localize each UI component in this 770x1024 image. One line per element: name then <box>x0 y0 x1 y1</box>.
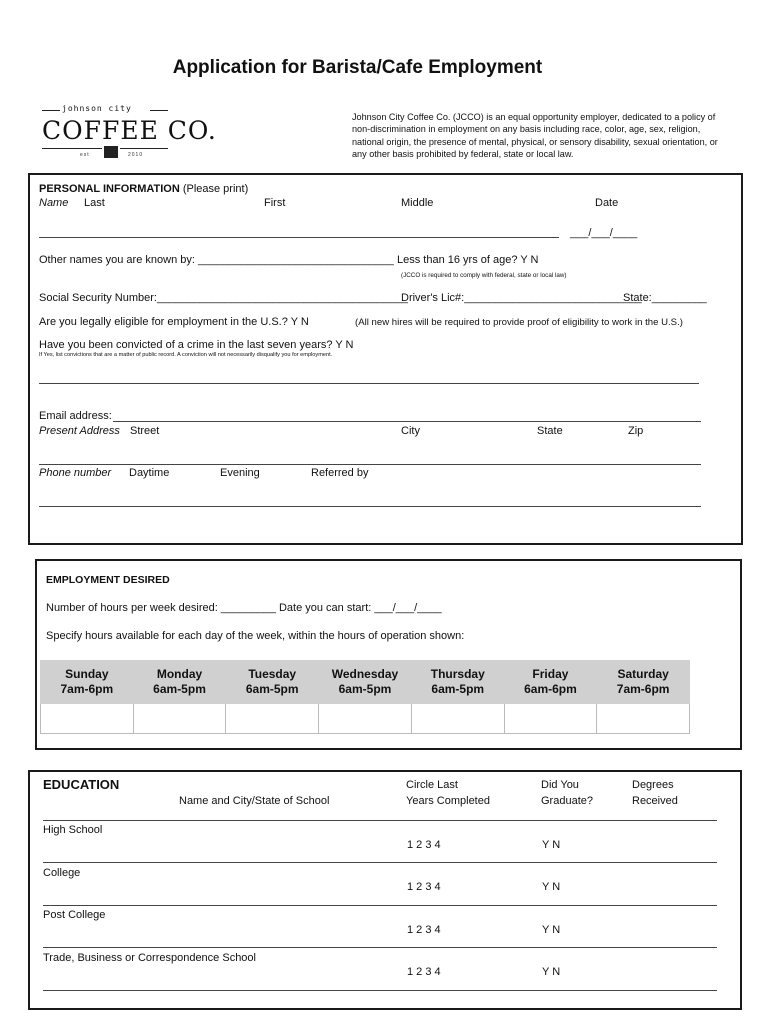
availability-cell-saturday[interactable] <box>597 704 690 734</box>
years-column-header-1: Circle Last <box>406 779 458 791</box>
availability-cell-friday[interactable] <box>504 704 597 734</box>
graduated-selector[interactable]: Y N <box>542 881 561 893</box>
email-input-line[interactable] <box>113 421 701 422</box>
name-input-line[interactable] <box>39 237 559 238</box>
daytime-label: Daytime <box>129 467 170 479</box>
under-16-question[interactable]: Less than 16 yrs of age? Y N <box>397 254 539 266</box>
page-title: Application for Barista/Cafe Employment <box>172 57 543 78</box>
referred-by-label: Referred by <box>311 467 369 479</box>
logo-rule <box>150 110 168 111</box>
middle-name-label: Middle <box>401 197 434 209</box>
graduated-selector[interactable]: Y N <box>542 839 561 851</box>
graduated-selector[interactable]: Y N <box>542 924 561 936</box>
eligibility-note: (All new hires will be required to provide proof of eligibility to work in the U.S.) <box>355 317 683 328</box>
day-header-thursday: Thursday 6am-5pm <box>411 661 504 704</box>
personal-heading-text: PERSONAL INFORMATION <box>39 183 180 195</box>
hours-and-start-date-field[interactable]: Number of hours per week desired: _________ Date you can start: ___/___/____ <box>46 602 442 614</box>
education-row-label-trade-school: Trade, Business or Correspondence School <box>43 952 256 964</box>
personal-heading <box>39 183 248 195</box>
availability-cell-thursday[interactable] <box>411 704 504 734</box>
day-header-tuesday: Tuesday 6am-5pm <box>226 661 319 704</box>
education-row-label-high-school: High School <box>43 824 103 836</box>
ssn-field[interactable]: Social Security Number:_________________________________________ <box>39 292 408 304</box>
graduate-column-header-2: Graduate? <box>541 795 593 807</box>
row-divider <box>43 820 717 821</box>
conviction-note: If Yes, list convictions that are a matter of public record. A conviction will not necessarily disqualify you for employment. <box>39 352 333 358</box>
availability-table <box>40 660 690 734</box>
availability-cell-wednesday[interactable] <box>319 704 412 734</box>
years-completed-selector[interactable]: 1 2 3 4 <box>407 881 441 893</box>
address-input-line[interactable] <box>39 464 701 465</box>
availability-cell-sunday[interactable] <box>41 704 134 734</box>
phone-input-line[interactable] <box>39 506 701 507</box>
date-label: Date <box>595 197 619 209</box>
education-row-label-post-college: Post College <box>43 909 106 921</box>
availability-cell-tuesday[interactable] <box>226 704 319 734</box>
other-names-field[interactable]: Other names you are known by: ________________________________ <box>39 254 394 266</box>
coffee-mug-icon <box>104 146 118 158</box>
eeo-disclaimer: Johnson City Coffee Co. (JCCO) is an equal opportunity employer, dedicated to a policy of non-discrimination in employment on any basis including race, color, age, sex, religion, national origin, the presence of mental, physical, or sensory disability, sexual orientation, or any other basis prohibited by federal, state or local law. <box>352 112 718 160</box>
logo-main-text: COFFEE CO. <box>42 116 217 145</box>
years-column-header-2: Years Completed <box>406 795 490 807</box>
please-print-note: (Please print) <box>182 183 249 195</box>
day-header-saturday: Saturday 7am-6pm <box>597 661 690 704</box>
evening-label: Evening <box>220 467 260 479</box>
phone-label: Phone number <box>39 467 112 479</box>
date-input[interactable]: ___/___/____ <box>570 227 638 239</box>
present-address-label: Present Address <box>39 425 120 437</box>
day-header-wednesday: Wednesday 6am-5pm <box>319 661 412 704</box>
years-completed-selector[interactable]: 1 2 3 4 <box>407 839 441 851</box>
eligibility-question[interactable]: Are you legally eligible for employment in the U.S.? Y N <box>39 316 309 328</box>
degrees-column-header-1: Degrees <box>632 779 674 791</box>
availability-instructions: Specify hours available for each day of the week, within the hours of operation shown: <box>46 630 465 642</box>
logo-rule <box>42 110 60 111</box>
license-state-field[interactable]: State:_________ <box>623 292 707 304</box>
school-column-header: Name and City/State of School <box>179 795 330 807</box>
row-divider <box>43 947 717 948</box>
day-header-sunday: Sunday 7am-6pm <box>41 661 134 704</box>
state-label: State <box>537 425 563 437</box>
email-label: Email address: <box>39 410 112 422</box>
day-header-friday: Friday 6am-6pm <box>504 661 597 704</box>
day-header-monday: Monday 6am-5pm <box>133 661 226 704</box>
logo-year: 2010 <box>128 152 144 158</box>
name-label: Name <box>39 197 69 209</box>
conviction-question[interactable]: Have you been convicted of a crime in the last seven years? Y N <box>39 339 354 351</box>
education-heading: EDUCATION <box>43 777 120 792</box>
city-label: City <box>401 425 420 437</box>
jcco-compliance-note: (JCCO is required to comply with federal, state or local law) <box>401 272 567 279</box>
degrees-column-header-2: Received <box>632 795 678 807</box>
row-divider <box>43 990 717 991</box>
drivers-license-field[interactable]: Driver's Lic#:_____________________________ <box>401 292 642 304</box>
first-name-label: First <box>264 197 286 209</box>
street-label: Street <box>130 425 160 437</box>
availability-cell-monday[interactable] <box>133 704 226 734</box>
logo-top-text: johnson city <box>62 104 132 113</box>
row-divider <box>43 862 717 863</box>
conviction-input-line[interactable] <box>39 383 699 384</box>
logo-rule <box>120 148 168 149</box>
graduated-selector[interactable]: Y N <box>542 966 561 978</box>
years-completed-selector[interactable]: 1 2 3 4 <box>407 924 441 936</box>
graduate-column-header-1: Did You <box>541 779 579 791</box>
logo-rule <box>42 148 102 149</box>
zip-label: Zip <box>628 425 644 437</box>
logo-est: est <box>80 152 90 158</box>
education-row-label-college: College <box>43 867 81 879</box>
last-name-label: Last <box>84 197 105 209</box>
years-completed-selector[interactable]: 1 2 3 4 <box>407 966 441 978</box>
employment-heading: EMPLOYMENT DESIRED <box>46 574 170 586</box>
row-divider <box>43 905 717 906</box>
